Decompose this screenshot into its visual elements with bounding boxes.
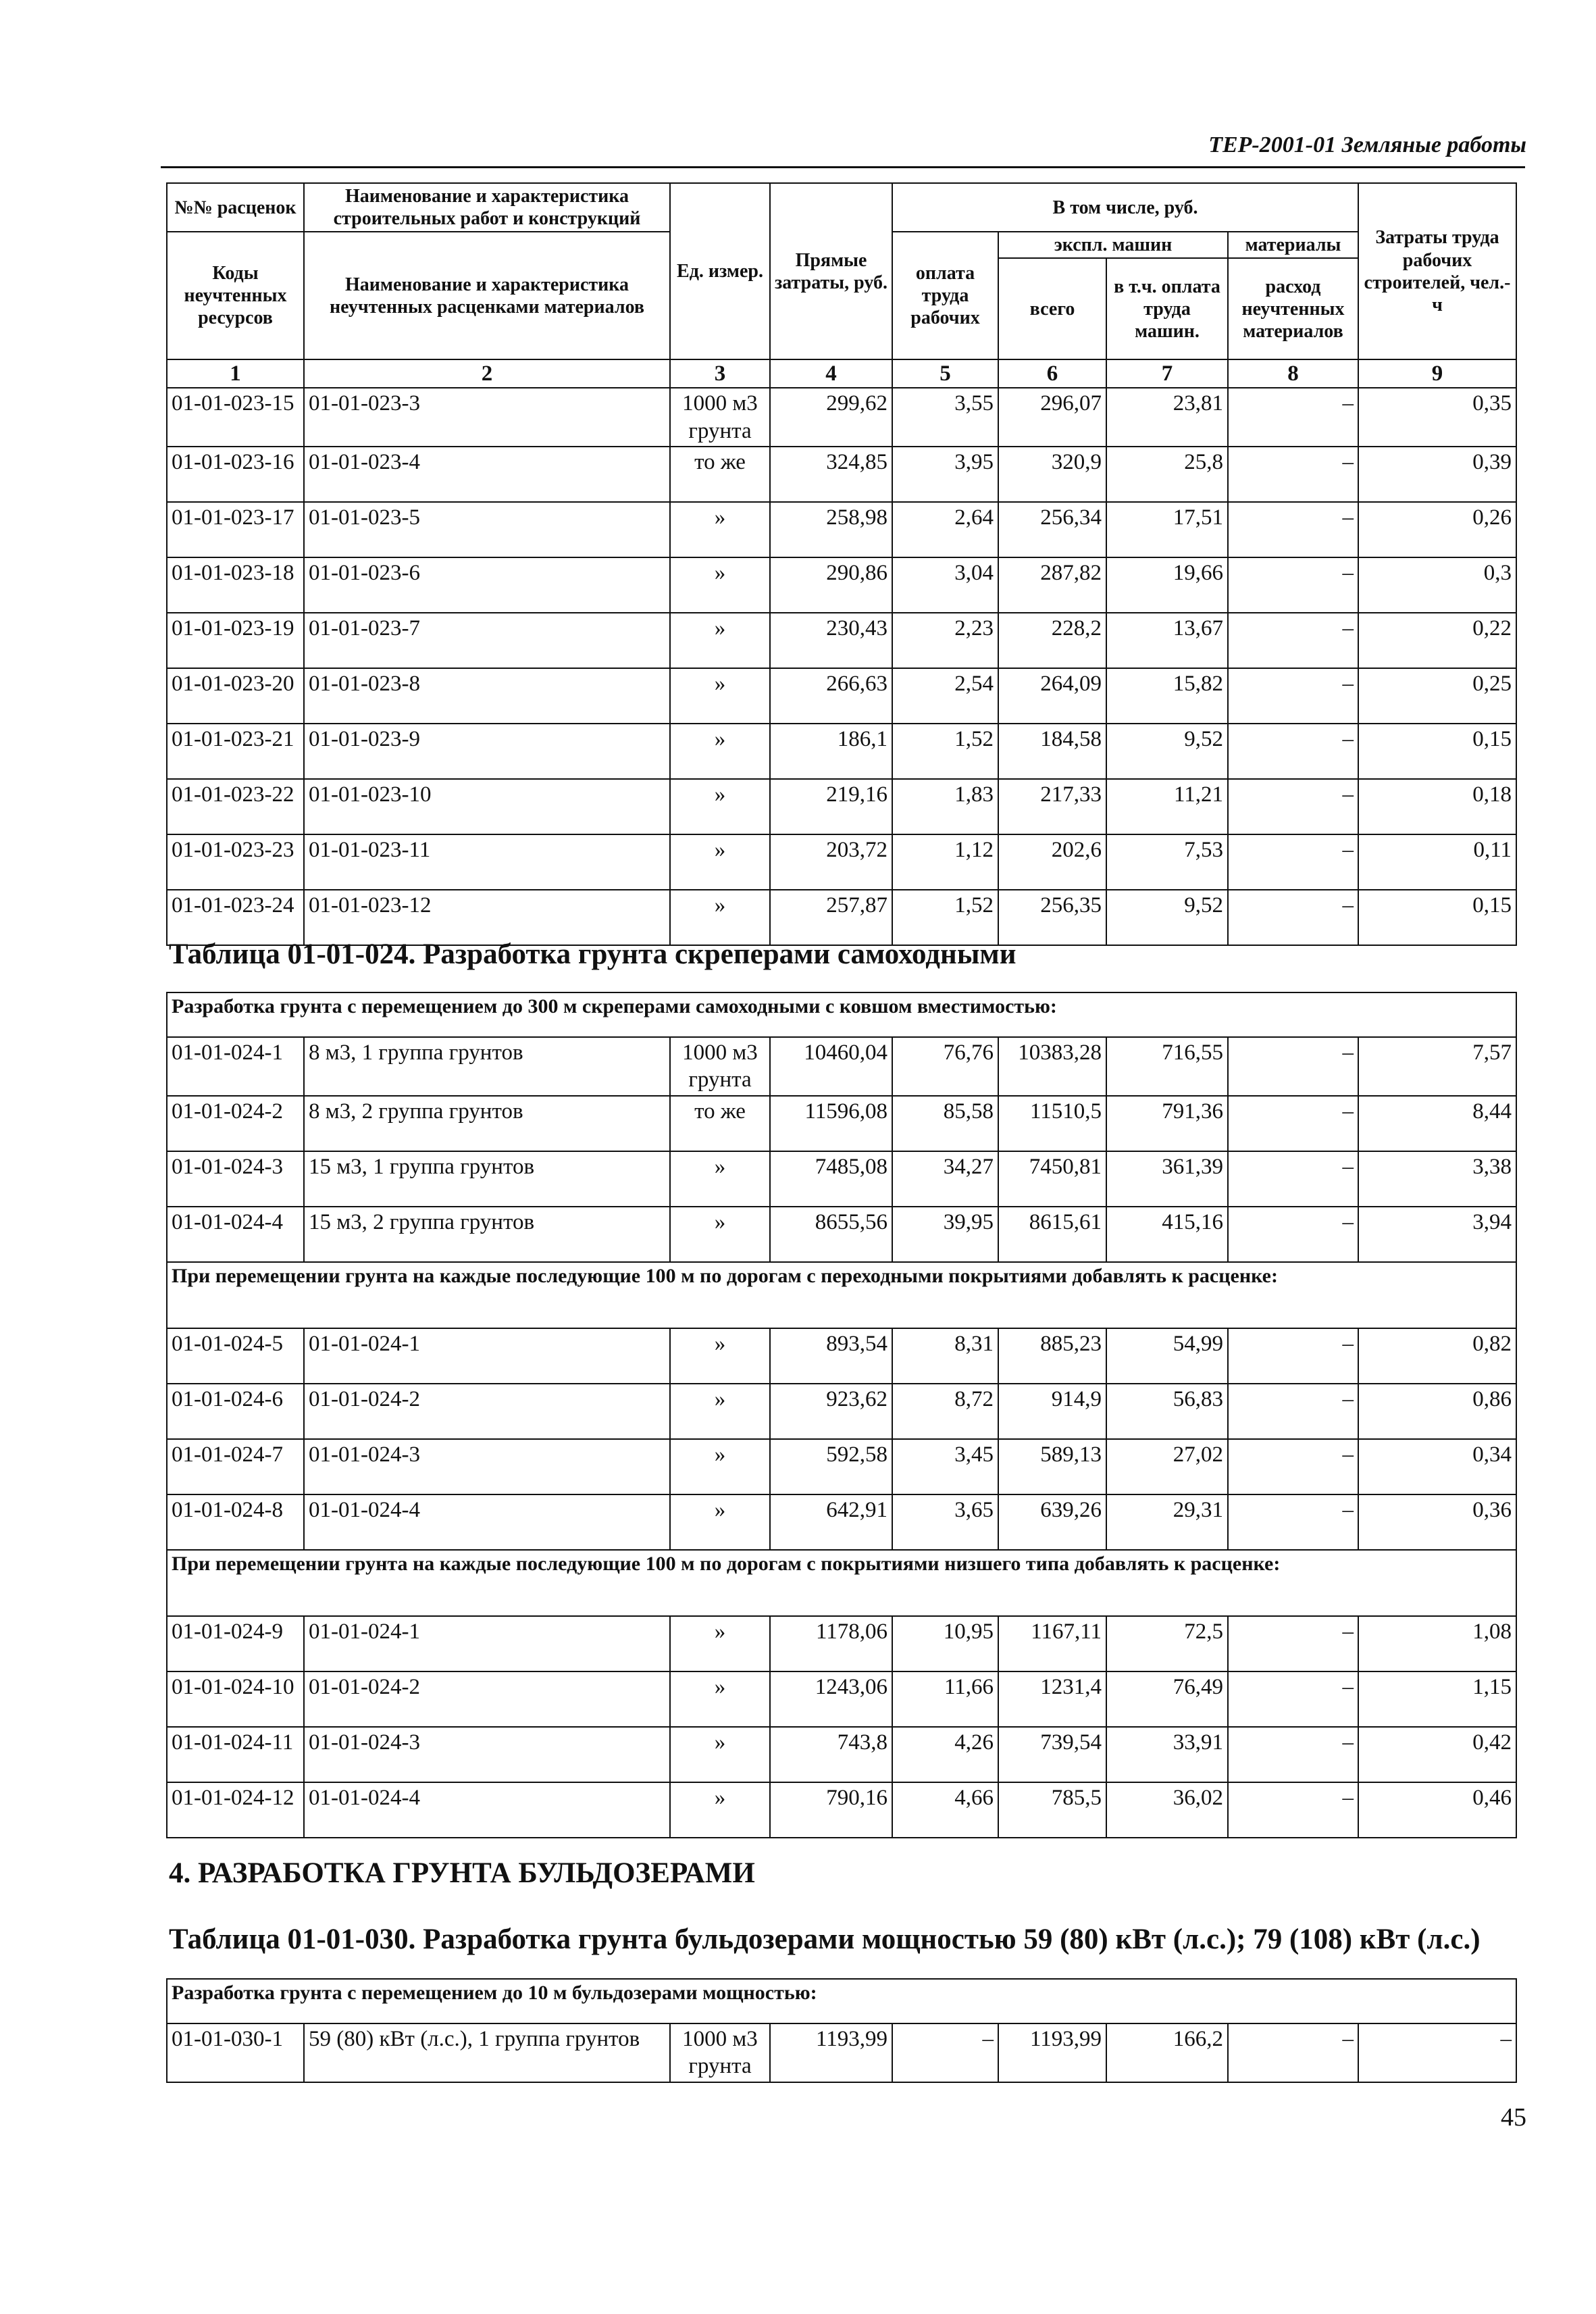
cell-direct-costs: 290,86 (770, 557, 892, 613)
cell-rate-code: 01-01-024-11 (167, 1727, 304, 1782)
cell-rate-code: 01-01-023-24 (167, 890, 304, 945)
table-024-rows-3 (167, 1616, 1516, 1838)
cell-work-name: 01-01-024-4 (304, 1494, 670, 1550)
cell-machine-total: 256,35 (998, 890, 1106, 945)
cell-rate-code: 01-01-023-23 (167, 834, 304, 890)
cell-worker-pay: 4,26 (892, 1727, 998, 1782)
cell-unit: » (670, 1384, 770, 1439)
cell-unit: » (670, 1439, 770, 1494)
cell-materials: – (1228, 834, 1358, 890)
table-row (167, 557, 1516, 613)
cell-unit: то же (670, 447, 770, 502)
cell-worker-pay: 3,04 (892, 557, 998, 613)
cell-work-name: 01-01-023-8 (304, 668, 670, 724)
column-number: 6 (998, 359, 1106, 388)
header-unit: Ед. измер. (670, 183, 770, 359)
cell-worker-pay: 3,65 (892, 1494, 998, 1550)
table-row (167, 1096, 1516, 1151)
cell-labor-costs: – (1358, 2023, 1516, 2082)
cell-labor-costs: 1,15 (1358, 1671, 1516, 1727)
cell-rate-code: 01-01-024-8 (167, 1494, 304, 1550)
cell-rate-code: 01-01-023-20 (167, 668, 304, 724)
cell-machinist-pay: 72,5 (1106, 1616, 1228, 1671)
cell-materials: – (1228, 724, 1358, 779)
cell-direct-costs: 1193,99 (770, 2023, 892, 2082)
cell-machinist-pay: 33,91 (1106, 1727, 1228, 1782)
table-030-section-1 (167, 1979, 1516, 2023)
cell-machinist-pay: 25,8 (1106, 447, 1228, 502)
cell-machinist-pay: 27,02 (1106, 1439, 1228, 1494)
cell-materials: – (1228, 1037, 1358, 1096)
cell-direct-costs: 230,43 (770, 613, 892, 668)
cell-unit: » (670, 779, 770, 834)
cell-worker-pay: 1,12 (892, 834, 998, 890)
cell-rate-code: 01-01-023-16 (167, 447, 304, 502)
column-number: 9 (1358, 359, 1516, 388)
cell-unit: » (670, 1671, 770, 1727)
cell-direct-costs: 11596,08 (770, 1096, 892, 1151)
cell-worker-pay: 10,95 (892, 1616, 998, 1671)
cell-direct-costs: 1243,06 (770, 1671, 892, 1727)
rates-table-024 (166, 992, 1517, 1838)
cell-materials: – (1228, 1782, 1358, 1838)
cell-unit: » (670, 724, 770, 779)
header-rule (161, 166, 1525, 168)
cell-materials: – (1228, 890, 1358, 945)
table-row (167, 890, 1516, 945)
column-number: 3 (670, 359, 770, 388)
cell-work-name: 8 м3, 2 группа грунтов (304, 1096, 670, 1151)
cell-machine-total: 1167,11 (998, 1616, 1106, 1671)
cell-materials: – (1228, 1671, 1358, 1727)
section-caption: Разработка грунта с перемещением до 10 м бульдозерами мощностью: (167, 1979, 1516, 2023)
cell-direct-costs: 743,8 (770, 1727, 892, 1782)
cell-worker-pay: – (892, 2023, 998, 2082)
table-024-section-1 (167, 992, 1516, 1037)
table-row (167, 1616, 1516, 1671)
cell-materials: – (1228, 1384, 1358, 1439)
header-total: всего (998, 258, 1106, 359)
cell-rate-code: 01-01-024-4 (167, 1207, 304, 1262)
cell-machinist-pay: 36,02 (1106, 1782, 1228, 1838)
cell-labor-costs: 0,15 (1358, 890, 1516, 945)
cell-materials: – (1228, 1096, 1358, 1151)
cell-work-name: 01-01-023-5 (304, 502, 670, 557)
cell-materials: – (1228, 388, 1358, 447)
cell-materials: – (1228, 1727, 1358, 1782)
table-row (167, 1037, 1516, 1096)
cell-machinist-pay: 29,31 (1106, 1494, 1228, 1550)
cell-unit: 1000 м3 грунта (670, 1037, 770, 1096)
cell-labor-costs: 3,38 (1358, 1151, 1516, 1207)
header-worker-pay: оплата труда рабочих (892, 232, 998, 359)
cell-direct-costs: 1178,06 (770, 1616, 892, 1671)
cell-machinist-pay: 716,55 (1106, 1037, 1228, 1096)
cell-machine-total: 296,07 (998, 388, 1106, 447)
cell-materials: – (1228, 1616, 1358, 1671)
cell-rate-code: 01-01-023-18 (167, 557, 304, 613)
cell-machinist-pay: 17,51 (1106, 502, 1228, 557)
cell-worker-pay: 8,72 (892, 1384, 998, 1439)
cell-direct-costs: 299,62 (770, 388, 892, 447)
cell-machine-total: 11510,5 (998, 1096, 1106, 1151)
cell-work-name: 01-01-024-3 (304, 1439, 670, 1494)
table-row (167, 1782, 1516, 1838)
cell-materials: – (1228, 779, 1358, 834)
cell-unit: 1000 м3 грунта (670, 2023, 770, 2082)
header-machine-operation: экспл. машин (998, 232, 1228, 258)
cell-materials: – (1228, 1207, 1358, 1262)
cell-work-name: 01-01-023-6 (304, 557, 670, 613)
cell-machinist-pay: 361,39 (1106, 1151, 1228, 1207)
column-number: 5 (892, 359, 998, 388)
header-materials-name: Наименование и характеристика неучтенных расценками материалов (304, 232, 670, 359)
table-row (167, 724, 1516, 779)
cell-labor-costs: 0,3 (1358, 557, 1516, 613)
cell-labor-costs: 0,18 (1358, 779, 1516, 834)
cell-work-name: 01-01-024-3 (304, 1727, 670, 1782)
cell-work-name: 01-01-023-12 (304, 890, 670, 945)
cell-unit: » (670, 1328, 770, 1384)
cell-materials: – (1228, 557, 1358, 613)
cell-labor-costs: 0,42 (1358, 1727, 1516, 1782)
cell-direct-costs: 266,63 (770, 668, 892, 724)
cell-rate-code: 01-01-023-19 (167, 613, 304, 668)
cell-rate-code: 01-01-024-12 (167, 1782, 304, 1838)
cell-labor-costs: 0,11 (1358, 834, 1516, 890)
cell-worker-pay: 39,95 (892, 1207, 998, 1262)
cell-work-name: 01-01-023-4 (304, 447, 670, 502)
cell-machinist-pay: 23,81 (1106, 388, 1228, 447)
cell-direct-costs: 257,87 (770, 890, 892, 945)
cell-worker-pay: 2,54 (892, 668, 998, 724)
cell-worker-pay: 3,45 (892, 1439, 998, 1494)
cell-unit: » (670, 1727, 770, 1782)
cell-rate-code: 01-01-023-21 (167, 724, 304, 779)
header-unaccounted-materials: расход неучтенных материалов (1228, 258, 1358, 359)
cell-work-name: 8 м3, 1 группа грунтов (304, 1037, 670, 1096)
table-row (167, 1727, 1516, 1782)
header-machinist-pay: в т.ч. оплата труда машин. (1106, 258, 1228, 359)
table-header (167, 183, 1516, 388)
cell-machine-total: 287,82 (998, 557, 1106, 613)
cell-worker-pay: 8,31 (892, 1328, 998, 1384)
cell-unit: » (670, 668, 770, 724)
cell-machine-total: 639,26 (998, 1494, 1106, 1550)
cell-unit: » (670, 502, 770, 557)
table-row (167, 1151, 1516, 1207)
cell-machine-total: 202,6 (998, 834, 1106, 890)
cell-materials: – (1228, 1439, 1358, 1494)
cell-worker-pay: 34,27 (892, 1151, 998, 1207)
cell-rate-code: 01-01-024-2 (167, 1096, 304, 1151)
cell-labor-costs: 0,35 (1358, 388, 1516, 447)
cell-work-name: 01-01-023-7 (304, 613, 670, 668)
cell-labor-costs: 0,82 (1358, 1328, 1516, 1384)
cell-materials: – (1228, 502, 1358, 557)
cell-materials: – (1228, 613, 1358, 668)
cell-unit: » (670, 557, 770, 613)
cell-work-name: 01-01-024-1 (304, 1616, 670, 1671)
cell-labor-costs: 7,57 (1358, 1037, 1516, 1096)
cell-machinist-pay: 11,21 (1106, 779, 1228, 834)
cell-worker-pay: 11,66 (892, 1671, 998, 1727)
cell-labor-costs: 0,22 (1358, 613, 1516, 668)
cell-machinist-pay: 415,16 (1106, 1207, 1228, 1262)
cell-machine-total: 1231,4 (998, 1671, 1106, 1727)
table-row (167, 834, 1516, 890)
cell-machine-total: 785,5 (998, 1782, 1106, 1838)
cell-unit: » (670, 1616, 770, 1671)
cell-rate-code: 01-01-024-10 (167, 1671, 304, 1727)
cell-rate-code: 01-01-030-1 (167, 2023, 304, 2082)
cell-work-name: 01-01-024-4 (304, 1782, 670, 1838)
cell-machinist-pay: 7,53 (1106, 834, 1228, 890)
cell-labor-costs: 8,44 (1358, 1096, 1516, 1151)
cell-unit: » (670, 834, 770, 890)
section-caption: При перемещении грунта на каждые последующие 100 м по дорогам с покрытиями низшего типа добавлять к расценке: (167, 1550, 1516, 1616)
table-024-rows-1 (167, 1037, 1516, 1262)
cell-machinist-pay: 13,67 (1106, 613, 1228, 668)
table-row (167, 1328, 1516, 1384)
table-row (167, 1494, 1516, 1550)
column-number: 1 (167, 359, 304, 388)
cell-labor-costs: 0,86 (1358, 1384, 1516, 1439)
cell-rate-code: 01-01-024-3 (167, 1151, 304, 1207)
cell-worker-pay: 1,52 (892, 724, 998, 779)
cell-direct-costs: 186,1 (770, 724, 892, 779)
cell-rate-code: 01-01-023-17 (167, 502, 304, 557)
table-row (167, 447, 1516, 502)
cell-rate-code: 01-01-024-9 (167, 1616, 304, 1671)
header-labor-costs: Затраты труда рабочих строителей, чел.-ч (1358, 183, 1516, 359)
cell-unit: » (670, 1151, 770, 1207)
cell-worker-pay: 3,95 (892, 447, 998, 502)
cell-worker-pay: 3,55 (892, 388, 998, 447)
cell-machinist-pay: 54,99 (1106, 1328, 1228, 1384)
cell-machine-total: 256,34 (998, 502, 1106, 557)
cell-worker-pay: 1,52 (892, 890, 998, 945)
cell-materials: – (1228, 447, 1358, 502)
cell-direct-costs: 893,54 (770, 1328, 892, 1384)
cell-materials: – (1228, 1328, 1358, 1384)
cell-direct-costs: 324,85 (770, 447, 892, 502)
cell-direct-costs: 258,98 (770, 502, 892, 557)
cell-direct-costs: 592,58 (770, 1439, 892, 1494)
header-resource-codes: Коды неучтенных ресурсов (167, 232, 304, 359)
header-materials: материалы (1228, 232, 1358, 258)
cell-machinist-pay: 56,83 (1106, 1384, 1228, 1439)
column-number: 8 (1228, 359, 1358, 388)
cell-labor-costs: 0,46 (1358, 1782, 1516, 1838)
header-rate-number: №№ расценок (167, 183, 304, 232)
cell-work-name: 15 м3, 1 группа грунтов (304, 1151, 670, 1207)
cell-unit: » (670, 1207, 770, 1262)
table-row (167, 1671, 1516, 1727)
cell-machine-total: 264,09 (998, 668, 1106, 724)
cell-unit: » (670, 1782, 770, 1838)
cell-work-name: 01-01-023-9 (304, 724, 670, 779)
cell-work-name: 15 м3, 2 группа грунтов (304, 1207, 670, 1262)
cell-labor-costs: 0,25 (1358, 668, 1516, 724)
running-head: ТЕР-2001-01 Земляные работы (1208, 132, 1526, 157)
cell-machinist-pay: 76,49 (1106, 1671, 1228, 1727)
cell-direct-costs: 923,62 (770, 1384, 892, 1439)
rates-table-030 (166, 1978, 1517, 2083)
cell-machinist-pay: 166,2 (1106, 2023, 1228, 2082)
cell-machine-total: 739,54 (998, 1727, 1106, 1782)
cell-worker-pay: 85,58 (892, 1096, 998, 1151)
cell-direct-costs: 8655,56 (770, 1207, 892, 1262)
cell-labor-costs: 0,26 (1358, 502, 1516, 557)
cell-work-name: 01-01-023-10 (304, 779, 670, 834)
rates-table-023 (166, 182, 1517, 946)
cell-rate-code: 01-01-023-15 (167, 388, 304, 447)
rows-023-body (167, 388, 1516, 945)
cell-machinist-pay: 9,52 (1106, 724, 1228, 779)
table-024-section-2 (167, 1262, 1516, 1328)
cell-machine-total: 8615,61 (998, 1207, 1106, 1262)
table-row (167, 502, 1516, 557)
column-number: 2 (304, 359, 670, 388)
cell-labor-costs: 3,94 (1358, 1207, 1516, 1262)
cell-materials: – (1228, 1151, 1358, 1207)
table-row (167, 779, 1516, 834)
cell-machine-total: 885,23 (998, 1328, 1106, 1384)
cell-direct-costs: 10460,04 (770, 1037, 892, 1096)
cell-machine-total: 1193,99 (998, 2023, 1106, 2082)
cell-unit: 1000 м3 грунта (670, 388, 770, 447)
section-heading: 4. РАЗРАБОТКА ГРУНТА БУЛЬДОЗЕРАМИ (169, 1857, 755, 1889)
header-including: В том числе, руб. (892, 183, 1358, 232)
table-030-rows-1 (167, 2023, 1516, 2082)
cell-machine-total: 10383,28 (998, 1037, 1106, 1096)
column-numbers-row (167, 359, 1516, 388)
cell-machinist-pay: 791,36 (1106, 1096, 1228, 1151)
cell-labor-costs: 0,34 (1358, 1439, 1516, 1494)
cell-direct-costs: 203,72 (770, 834, 892, 890)
cell-machine-total: 184,58 (998, 724, 1106, 779)
cell-worker-pay: 4,66 (892, 1782, 998, 1838)
table-row (167, 613, 1516, 668)
table-row (167, 1384, 1516, 1439)
cell-rate-code: 01-01-024-6 (167, 1384, 304, 1439)
cell-materials: – (1228, 668, 1358, 724)
cell-worker-pay: 2,23 (892, 613, 998, 668)
column-number: 7 (1106, 359, 1228, 388)
table-row (167, 1439, 1516, 1494)
cell-machine-total: 320,9 (998, 447, 1106, 502)
cell-work-name: 59 (80) кВт (л.с.), 1 группа грунтов (304, 2023, 670, 2082)
table-row (167, 388, 1516, 447)
cell-machine-total: 228,2 (998, 613, 1106, 668)
cell-direct-costs: 790,16 (770, 1782, 892, 1838)
cell-labor-costs: 1,08 (1358, 1616, 1516, 1671)
cell-worker-pay: 2,64 (892, 502, 998, 557)
cell-direct-costs: 7485,08 (770, 1151, 892, 1207)
cell-worker-pay: 76,76 (892, 1037, 998, 1096)
header-work-name: Наименование и характеристика строительных работ и конструкций (304, 183, 670, 232)
column-number: 4 (770, 359, 892, 388)
cell-materials: – (1228, 2023, 1358, 2082)
cell-materials: – (1228, 1494, 1358, 1550)
cell-work-name: 01-01-024-2 (304, 1384, 670, 1439)
table-row (167, 1207, 1516, 1262)
section-caption: Разработка грунта с перемещением до 300 м скреперами самоходными с ковшом вместимостью: (167, 992, 1516, 1037)
table-row (167, 668, 1516, 724)
cell-unit: » (670, 890, 770, 945)
table-row (167, 2023, 1516, 2082)
table-024-section-3 (167, 1550, 1516, 1616)
cell-rate-code: 01-01-023-22 (167, 779, 304, 834)
cell-machinist-pay: 9,52 (1106, 890, 1228, 945)
cell-work-name: 01-01-023-11 (304, 834, 670, 890)
table-title-024: Таблица 01-01-024. Разработка грунта скреперами самоходными (169, 938, 1016, 970)
cell-direct-costs: 642,91 (770, 1494, 892, 1550)
page-number: 45 (1501, 2103, 1526, 2132)
cell-work-name: 01-01-024-2 (304, 1671, 670, 1727)
cell-machine-total: 589,13 (998, 1439, 1106, 1494)
table-024-rows-2 (167, 1328, 1516, 1550)
cell-machine-total: 914,9 (998, 1384, 1106, 1439)
cell-machine-total: 217,33 (998, 779, 1106, 834)
cell-labor-costs: 0,36 (1358, 1494, 1516, 1550)
cell-work-name: 01-01-023-3 (304, 388, 670, 447)
cell-machine-total: 7450,81 (998, 1151, 1106, 1207)
cell-unit: » (670, 613, 770, 668)
cell-work-name: 01-01-024-1 (304, 1328, 670, 1384)
cell-labor-costs: 0,15 (1358, 724, 1516, 779)
cell-machinist-pay: 15,82 (1106, 668, 1228, 724)
section-caption: При перемещении грунта на каждые последующие 100 м по дорогам с переходными покрытиями добавлять к расценке: (167, 1262, 1516, 1328)
table-title-030: Таблица 01-01-030. Разработка грунта бульдозерами мощностью 59 (80) кВт (л.с.); 79 (108) кВт (л.с.) (169, 1923, 1481, 1955)
cell-unit: » (670, 1494, 770, 1550)
cell-rate-code: 01-01-024-7 (167, 1439, 304, 1494)
cell-machinist-pay: 19,66 (1106, 557, 1228, 613)
cell-unit: то же (670, 1096, 770, 1151)
header-direct-costs: Прямые затраты, руб. (770, 183, 892, 359)
cell-rate-code: 01-01-024-1 (167, 1037, 304, 1096)
cell-rate-code: 01-01-024-5 (167, 1328, 304, 1384)
cell-worker-pay: 1,83 (892, 779, 998, 834)
cell-labor-costs: 0,39 (1358, 447, 1516, 502)
cell-direct-costs: 219,16 (770, 779, 892, 834)
